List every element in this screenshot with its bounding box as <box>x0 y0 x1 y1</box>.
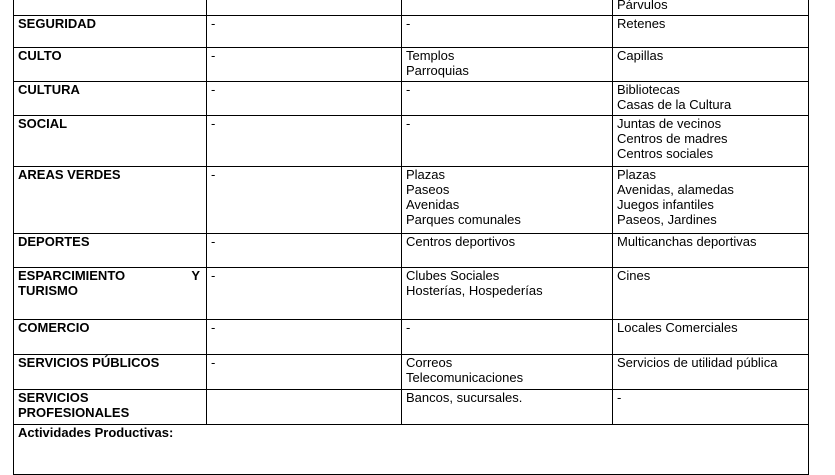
category-cell <box>14 167 207 234</box>
cell <box>613 167 809 234</box>
cell-line: Locales Comerciales <box>617 320 738 335</box>
cell <box>207 268 402 320</box>
category-label: AREAS VERDES <box>18 167 121 182</box>
cell <box>613 82 809 116</box>
cell-line: Paseos, Jardines <box>617 212 717 227</box>
cell <box>613 234 809 268</box>
category-cell <box>14 355 207 390</box>
cell <box>402 116 613 167</box>
productive-activities-cell <box>14 425 809 475</box>
cell <box>207 355 402 390</box>
cell-line: - <box>211 116 216 131</box>
table-row <box>14 167 809 234</box>
cell-line: Plazas <box>617 167 657 182</box>
cell-line: Servicios de utilidad pública <box>617 355 778 370</box>
cell <box>402 234 613 268</box>
cell-line: - <box>211 82 216 97</box>
cell-line: Plazas <box>406 167 446 182</box>
cell <box>613 320 809 355</box>
cell <box>207 116 402 167</box>
cell <box>613 116 809 167</box>
category-cell <box>14 320 207 355</box>
cell <box>402 355 613 390</box>
cell-line: - <box>211 320 216 335</box>
category-label-part: SERVICIOS <box>18 390 89 405</box>
cell-line: Retenes <box>617 16 666 31</box>
table-row <box>14 234 809 268</box>
cell <box>613 0 809 16</box>
table-row <box>14 82 809 116</box>
cell-line: Correos <box>406 355 453 370</box>
table-row <box>14 268 809 320</box>
category-cell <box>14 82 207 116</box>
category-cell <box>14 116 207 167</box>
cell-line: Clubes Sociales <box>406 268 500 283</box>
category-label-part: PROFESIONALES <box>18 405 130 420</box>
cell-line: - <box>211 16 216 31</box>
cell-line: Casas de la Cultura <box>617 97 732 112</box>
cell-line: Bancos, sucursales. <box>406 390 523 405</box>
cell <box>402 390 613 425</box>
cell <box>402 268 613 320</box>
category-label: CULTO <box>18 48 62 63</box>
category-label: SOCIAL <box>18 116 68 131</box>
table-row <box>14 425 809 475</box>
category-cell <box>14 0 207 16</box>
equipment-table <box>13 0 809 475</box>
table-row <box>14 355 809 390</box>
cell-line: Centros deportivos <box>406 234 516 249</box>
cell <box>613 355 809 390</box>
category-label: COMERCIO <box>18 320 90 335</box>
cell-line: Bibliotecas <box>617 82 680 97</box>
cell-line: Juntas de vecinos <box>617 116 722 131</box>
cell-line: - <box>406 320 411 335</box>
cell-line: Cines <box>617 268 651 283</box>
category-label-part: Y <box>191 268 200 283</box>
category-label-part: TURISMO <box>18 283 78 298</box>
category-cell <box>14 234 207 268</box>
cell-line: Templos <box>406 48 455 63</box>
category-label: DEPORTES <box>18 234 90 249</box>
cell-line: Paseos <box>406 182 450 197</box>
category-label: CULTURA <box>18 82 80 97</box>
cell <box>613 48 809 82</box>
table-row <box>14 48 809 82</box>
cell-line: - <box>211 48 216 63</box>
cell <box>207 16 402 48</box>
section-heading: Actividades Productivas: <box>18 425 174 440</box>
category-cell <box>14 390 207 425</box>
table-row <box>14 16 809 48</box>
cell <box>207 48 402 82</box>
cell <box>207 167 402 234</box>
table-row <box>14 390 809 425</box>
category-cell <box>14 16 207 48</box>
cell-line: - <box>617 390 622 405</box>
table-row <box>14 320 809 355</box>
cell-line: Párvulos <box>617 0 668 12</box>
cell-line: Avenidas <box>406 197 460 212</box>
cell <box>207 390 402 425</box>
cell <box>207 234 402 268</box>
cell-line: Avenidas, alamedas <box>617 182 734 197</box>
category-label: SEGURIDAD <box>18 16 97 31</box>
category-cell <box>14 48 207 82</box>
table-row <box>14 0 809 16</box>
cell-line: Juegos infantiles <box>617 197 714 212</box>
cell <box>402 82 613 116</box>
cell-line: - <box>211 355 216 370</box>
cell <box>402 167 613 234</box>
cell <box>613 390 809 425</box>
cell <box>402 16 613 48</box>
cell <box>207 0 402 16</box>
cell-line: Multicanchas deportivas <box>617 234 757 249</box>
cell-line: Telecomunicaciones <box>406 370 524 385</box>
cell <box>613 268 809 320</box>
category-label-part: ESPARCIMIENTO <box>18 268 126 283</box>
category-label: SERVICIOS PÚBLICOS <box>18 355 160 370</box>
cell-line: Capillas <box>617 48 664 63</box>
cell-line: - <box>406 82 411 97</box>
cell-line: - <box>211 234 216 249</box>
cell-line: Parques comunales <box>406 212 521 227</box>
cell <box>207 82 402 116</box>
cell-line: - <box>406 116 411 131</box>
cell-line: - <box>406 16 411 31</box>
cell-line: Centros sociales <box>617 146 714 161</box>
cell-line: Parroquias <box>406 63 469 78</box>
cell-line: - <box>211 268 216 283</box>
cell <box>402 48 613 82</box>
table-row <box>14 116 809 167</box>
cell <box>613 16 809 48</box>
cell <box>207 320 402 355</box>
cell <box>402 0 613 16</box>
cell-line: Hosterías, Hospederías <box>406 283 543 298</box>
cell <box>402 320 613 355</box>
cell-line: - <box>211 167 216 182</box>
cell-line: Centros de madres <box>617 131 728 146</box>
category-cell <box>14 268 207 320</box>
category-label-line <box>18 268 200 283</box>
